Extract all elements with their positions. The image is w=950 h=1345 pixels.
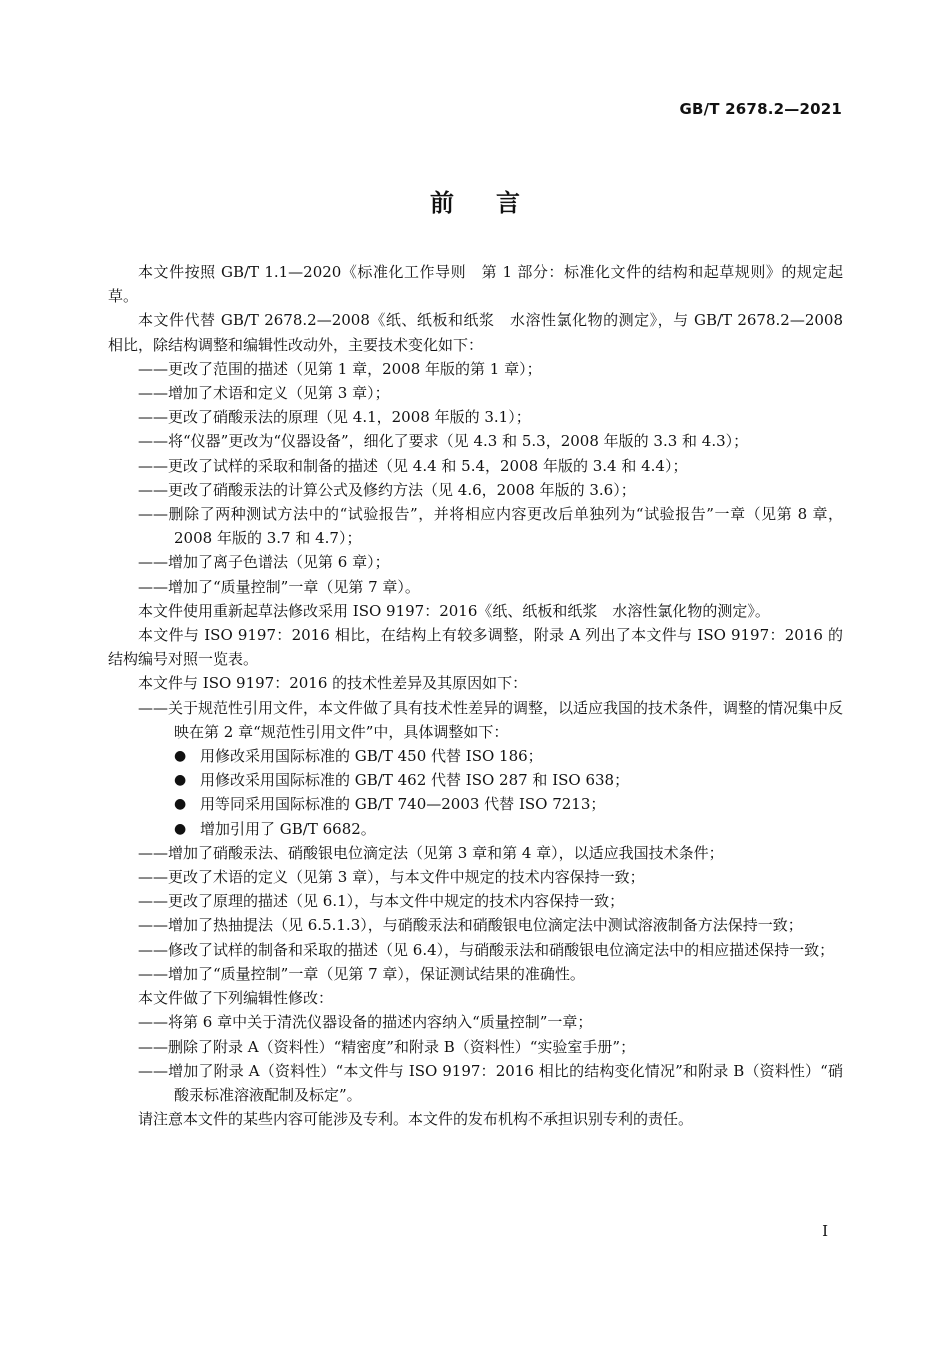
bullet-text: 用修改采用国际标准的 GB/T 462 代替 ISO 287 和 ISO 638； — [200, 771, 630, 790]
standard-code: GB/T 2678.2—2021 — [679, 100, 842, 118]
dash-list-item: ——增加了附录 A（资料性）“本文件与 ISO 9197：2016 相比的结构变化情况”和附录 B（资料性）“硝酸汞标准溶液配制及标定”。 — [138, 1061, 843, 1104]
bullet-text: 增加引用了 GB/T 6682。 — [200, 819, 376, 838]
dash-list-item: ——更改了硝酸汞法的计算公式及修约方法（见 4.6，2008 年版的 3.6）； — [138, 480, 636, 499]
dash-list-item: ——修改了试样的制备和采取的描述（见 6.4），与硝酸汞法和硝酸银电位滴定法中的相应描述保持一致； — [138, 940, 835, 959]
dash-list-item: ——增加了“质量控制”一章（见第 7 章），保证测试结果的准确性。 — [138, 964, 585, 983]
dash-list-item: ——增加了热抽提法（见 6.5.1.3），与硝酸汞法和硝酸银电位滴定法中测试溶液制备方法保持一致； — [138, 916, 803, 935]
dash-list-item: ——将“仪器”更改为“仪器设备”，细化了要求（见 4.3 和 5.3，2008 年版的 3.3 和 4.3）； — [138, 432, 749, 451]
paragraph: 本文件与 ISO 9197：2016 相比，在结构上有较多调整，附录 A 列出了本文件与 ISO 9197：2016 的结构编号对照一览表。 — [108, 626, 843, 669]
paragraph: 请注意本文件的某些内容可能涉及专利。本文件的发布机构不承担识别专利的责任。 — [138, 1110, 694, 1129]
page-title: 前言 — [430, 189, 562, 217]
dash-list-item: ——更改了范围的描述（见第 1 章，2008 年版的第 1 章）； — [138, 359, 542, 378]
paragraph: 本文件使用重新起草法修改采用 ISO 9197：2016《纸、纸板和纸浆 水溶性氯化物的测定》。 — [138, 601, 770, 620]
dash-list-item: ——关于规范性引用文件，本文件做了具有技术性差异的调整，以适应我国的技术条件，调整的情况集中反映在第 2 章“规范性引用文件”中，具体调整如下： — [138, 698, 844, 741]
paragraph: 本文件代替 GB/T 2678.2—2008《纸、纸板和纸浆 水溶性氯化物的测定》，与 GB/T 2678.2—2008 相比，除结构调整和编辑性改动外，主要技术变化如下： — [108, 311, 843, 354]
paragraph: 本文件做了下列编辑性修改： — [138, 989, 334, 1008]
paragraph: 本文件与 ISO 9197：2016 的技术性差异及其原因如下： — [138, 674, 528, 693]
dash-list-item: ——增加了“质量控制”一章（见第 7 章）。 — [138, 577, 420, 596]
bullet-dot-icon: ● — [174, 772, 187, 789]
dash-list-item: ——更改了试样的采取和制备的描述（见 4.4 和 5.4，2008 年版的 3.4 和 4.4）； — [138, 456, 688, 475]
page-number: I — [822, 1222, 828, 1240]
dash-list-item: ——增加了离子色谱法（见第 6 章）； — [138, 553, 390, 572]
dash-list-item: ——更改了硝酸汞法的原理（见 4.1，2008 年版的 3.1）； — [138, 408, 531, 427]
bullet-dot-icon: ● — [174, 796, 187, 813]
bullet-dot-icon: ● — [174, 820, 187, 837]
bullet-list-item — [108, 817, 843, 841]
dash-list-item: ——增加了术语和定义（见第 3 章）； — [138, 384, 390, 403]
bullet-text: 用等同采用国际标准的 GB/T 740—2003 代替 ISO 7213； — [200, 795, 606, 814]
dash-list-item: ——删除了两种测试方法中的“试验报告”，并将相应内容更改后单独列为“试验报告”一章（见第 8 章，2008 年版的 3.7 和 4.7）； — [138, 505, 843, 548]
bullet-list-item — [108, 744, 843, 768]
bullet-list-item — [108, 792, 843, 816]
bullet-list-item — [108, 768, 843, 792]
paragraph: 本文件按照 GB/T 1.1—2020《标准化工作导则 第 1 部分：标准化文件的结构和起草规则》的规定起草。 — [108, 263, 843, 306]
dash-list-item: ——增加了硝酸汞法、硝酸银电位滴定法（见第 3 章和第 4 章），以适应我国技术条件； — [138, 843, 724, 862]
bullet-dot-icon: ● — [174, 748, 187, 765]
dash-list-item: ——更改了原理的描述（见 6.1），与本文件中规定的技术内容保持一致； — [138, 892, 625, 911]
preface-body — [108, 260, 843, 1131]
dash-list-item: ——将第 6 章中关于清洗仪器设备的描述内容纳入“质量控制”一章； — [138, 1013, 593, 1032]
dash-list-item: ——更改了术语的定义（见第 3 章），与本文件中规定的技术内容保持一致； — [138, 868, 645, 887]
bullet-text: 用修改采用国际标准的 GB/T 450 代替 ISO 186； — [200, 747, 543, 766]
dash-list-item: ——删除了附录 A（资料性）“精密度”和附录 B（资料性）“实验室手册”； — [138, 1037, 636, 1056]
